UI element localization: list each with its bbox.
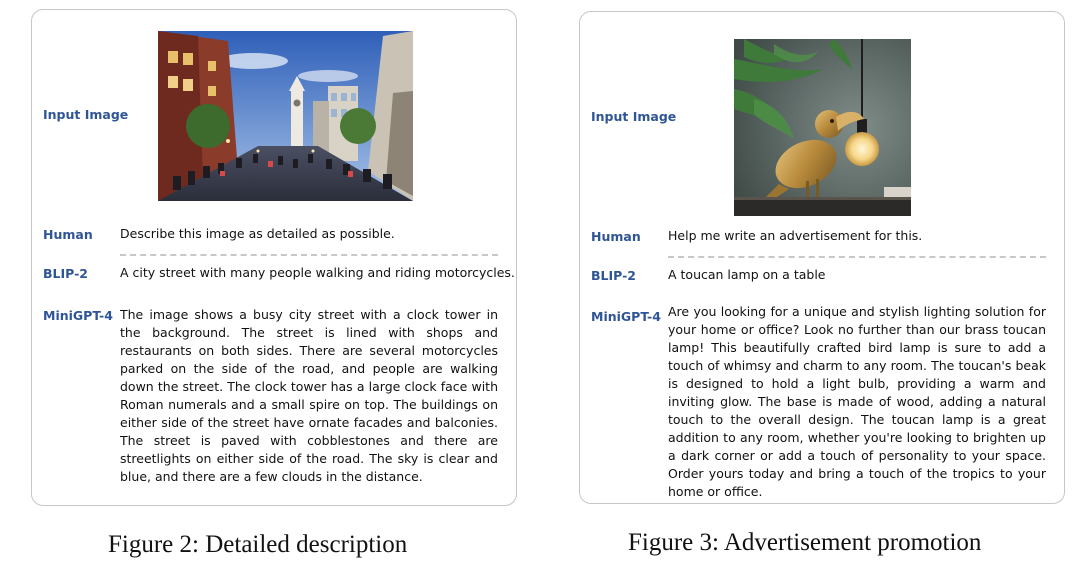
minigpt4-label: MiniGPT-4 [591,309,661,324]
human-prompt: Help me write an advertisement for this. [668,228,923,243]
input-image-label: Input Image [43,107,129,122]
city-street-photo [158,31,413,201]
human-prompt: Describe this image as detailed as possible. [120,226,395,241]
minigpt4-response: Are you looking for a unique and stylish lighting solution for your home or office? Look no further than our brass toucan lamp! This beautifully crafted bird lamp is sure to add a touch of whimsy and charm to any room. The toucan's beak is designed to hold a light bulb, providing a warm and inviting glow. The base is made of wood, adding a natural touch to the overall design. The toucan lamp is a great addition to any room, whether you're looking to brighten up a dark corner or add a touch of personality to your space. Order yours today and bring a touch of the tropics to your home or office. [668,304,1046,499]
human-label: Human [591,229,641,244]
figure-2-panel [31,9,517,506]
blip2-response: A toucan lamp on a table [668,267,826,282]
blip2-response: A city street with many people walking and riding motorcycles. [120,265,515,280]
figure-3-caption: Figure 3: Advertisement promotion [628,529,982,556]
minigpt4-label: MiniGPT-4 [43,308,113,323]
blip2-label: BLIP-2 [43,266,88,281]
dashed-divider [120,254,498,256]
blip2-label: BLIP-2 [591,268,636,283]
human-label: Human [43,227,93,242]
dashed-divider [668,256,1046,258]
figure-3-panel [579,11,1065,504]
toucan-lamp-photo [734,39,911,216]
figure-2-caption: Figure 2: Detailed description [108,531,408,558]
minigpt4-response: The image shows a busy city street with a clock tower in the background. The street is lined with shops and restaurants on both sides. There are several motorcycles parked on the side of the road, and people are walking down the street. The clock tower has a large clock face with Roman numerals and a small spire on top. The buildings on either side of the street have ornate facades and balconies. The street is paved with cobblestones and there are streetlights on either side of the road. The sky is clear and blue, and there are a few clouds in the distance. [120,307,498,484]
input-image-label: Input Image [591,109,677,124]
